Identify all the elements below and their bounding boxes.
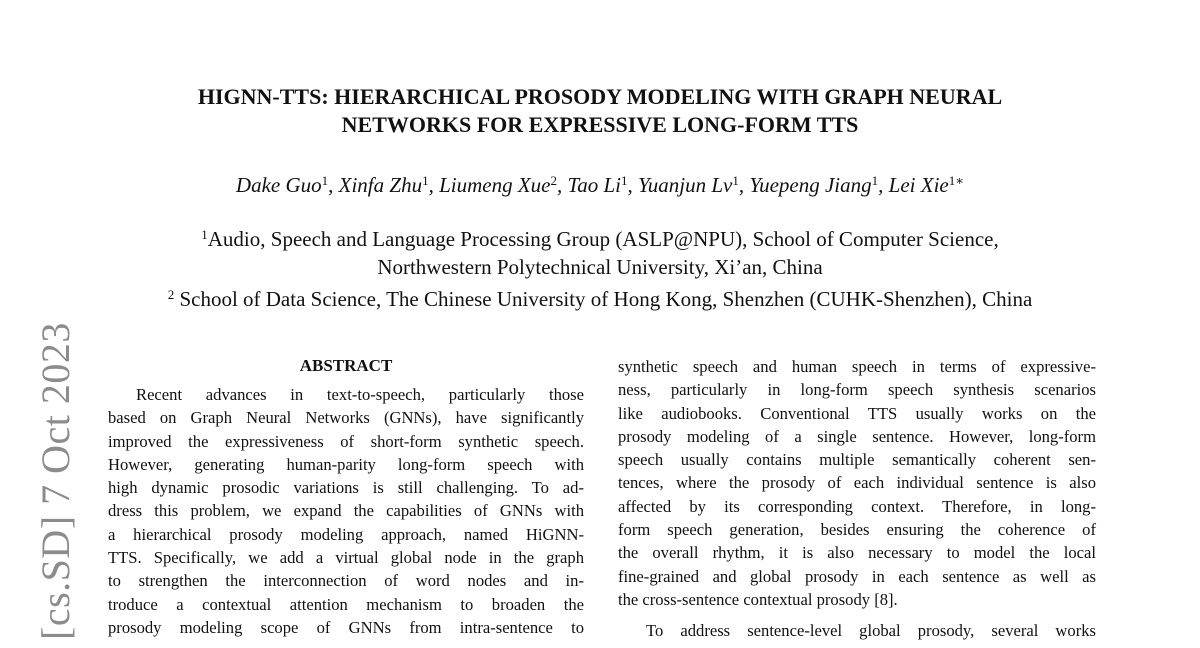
text-line: based on Graph Neural Networks (GNNs), have significantly xyxy=(108,408,584,428)
text-line: the cross-sentence contextual prosody [8]. xyxy=(618,589,898,609)
text-line: dress this problem, we expand the capabilities of GNNs with xyxy=(108,501,584,521)
title-line: HIGNN-TTS: HIERARCHICAL PROSODY MODELING WITH GRAPH NEURAL xyxy=(197,84,1003,109)
affiliation-text: School of Data Science, The Chinese University of Hong Kong, Shenzhen (CUHK-Shenzhen), China xyxy=(174,287,1033,311)
affiliation-mark: 2 xyxy=(167,287,175,302)
text-line: fine-grained and global prosody in each sentence as well as xyxy=(618,566,1096,586)
abstract-body xyxy=(108,383,584,639)
text-line: ness, particularly in long-form speech synthesis scenarios xyxy=(618,380,1096,400)
author-name: Dake Guo xyxy=(235,173,322,197)
paper-title xyxy=(100,83,1100,139)
author-affil-mark: 1 xyxy=(321,173,329,188)
text-line: tences, where the prosody of each individual sentence is also xyxy=(618,473,1096,493)
affiliation-2 xyxy=(60,281,1140,314)
text-line: speech usually contains multiple semantically coherent sen- xyxy=(618,450,1096,470)
text-line: synthetic speech and human speech in terms of expressive- xyxy=(618,357,1096,376)
affiliation-1-line-2: Northwestern Polytechnical University, Xi’an, China xyxy=(377,254,823,279)
title-line: NETWORKS FOR EXPRESSIVE LONG-FORM TTS xyxy=(341,112,859,137)
text-line: To address sentence-level global prosody, several works xyxy=(646,621,1096,641)
intro-body xyxy=(618,355,1096,643)
text-line: affected by its corresponding context. Therefore, in long- xyxy=(618,496,1096,516)
author-list xyxy=(100,167,1100,199)
text-line: like audiobooks. Conventional TTS usually works on the xyxy=(618,403,1096,423)
affiliation-text: Audio, Speech and Language Processing Group (ASLP@NPU), School of Computer Science, xyxy=(207,227,999,251)
text-line: TTS. Specifically, we add a virtual global node in the graph xyxy=(108,548,584,568)
arxiv-stamp xyxy=(28,322,78,642)
author-name: Yuepeng Jiang xyxy=(749,173,872,197)
author-separator: , xyxy=(738,173,750,197)
text-line: troduce a contextual attention mechanism to broaden the xyxy=(108,594,584,614)
author-separator: , xyxy=(878,173,889,197)
author-affil-mark: 1 xyxy=(422,173,429,188)
text-line: the overall rhythm, it is also necessary to model the local xyxy=(618,543,1096,563)
author-name: Lei Xie xyxy=(888,173,949,197)
text-line: Recent advances in text-to-speech, particularly those xyxy=(136,385,584,404)
author-name: Yuanjun Lv xyxy=(638,173,733,197)
author-affil-mark: 1 xyxy=(871,173,879,188)
text-line: improved the expressiveness of short-form synthetic speech. xyxy=(108,431,584,451)
text-line: prosody modeling of a single sentence. However, long-form xyxy=(618,426,1096,446)
author-name: Xinfa Zhu xyxy=(338,173,423,197)
author-affil-mark: 1∗ xyxy=(948,173,965,188)
affiliation-mark: 1 xyxy=(201,227,208,242)
abstract-heading: ABSTRACT xyxy=(299,356,393,375)
text-line: form speech generation, besides ensuring the coherence of xyxy=(618,520,1096,540)
author-name: Liumeng Xue xyxy=(439,173,551,197)
author-separator: , xyxy=(328,173,339,197)
author-name: Tao Li xyxy=(567,173,621,197)
author-separator: , xyxy=(428,173,440,197)
affiliation-1-line-1 xyxy=(60,221,1140,254)
author-affil-mark: 1 xyxy=(621,173,628,188)
affiliations xyxy=(60,221,1140,314)
text-line: high dynamic prosodic variations is still challenging. To ad- xyxy=(108,478,584,498)
author-affil-mark: 2 xyxy=(550,173,557,188)
text-line: a hierarchical prosody modeling approach, named HiGNN- xyxy=(108,524,584,544)
author-separator: , xyxy=(627,173,638,197)
arxiv-stamp-text: [cs.SD] 7 Oct 2023 xyxy=(33,322,78,640)
author-affil-mark: 1 xyxy=(732,173,739,188)
author-separator: , xyxy=(556,173,568,197)
text-line: However, generating human-parity long-form speech with xyxy=(108,454,584,474)
text-line: to strengthen the interconnection of word nodes and in- xyxy=(108,571,584,591)
text-line: prosody modeling scope of GNNs from intra-sentence to xyxy=(108,617,584,637)
